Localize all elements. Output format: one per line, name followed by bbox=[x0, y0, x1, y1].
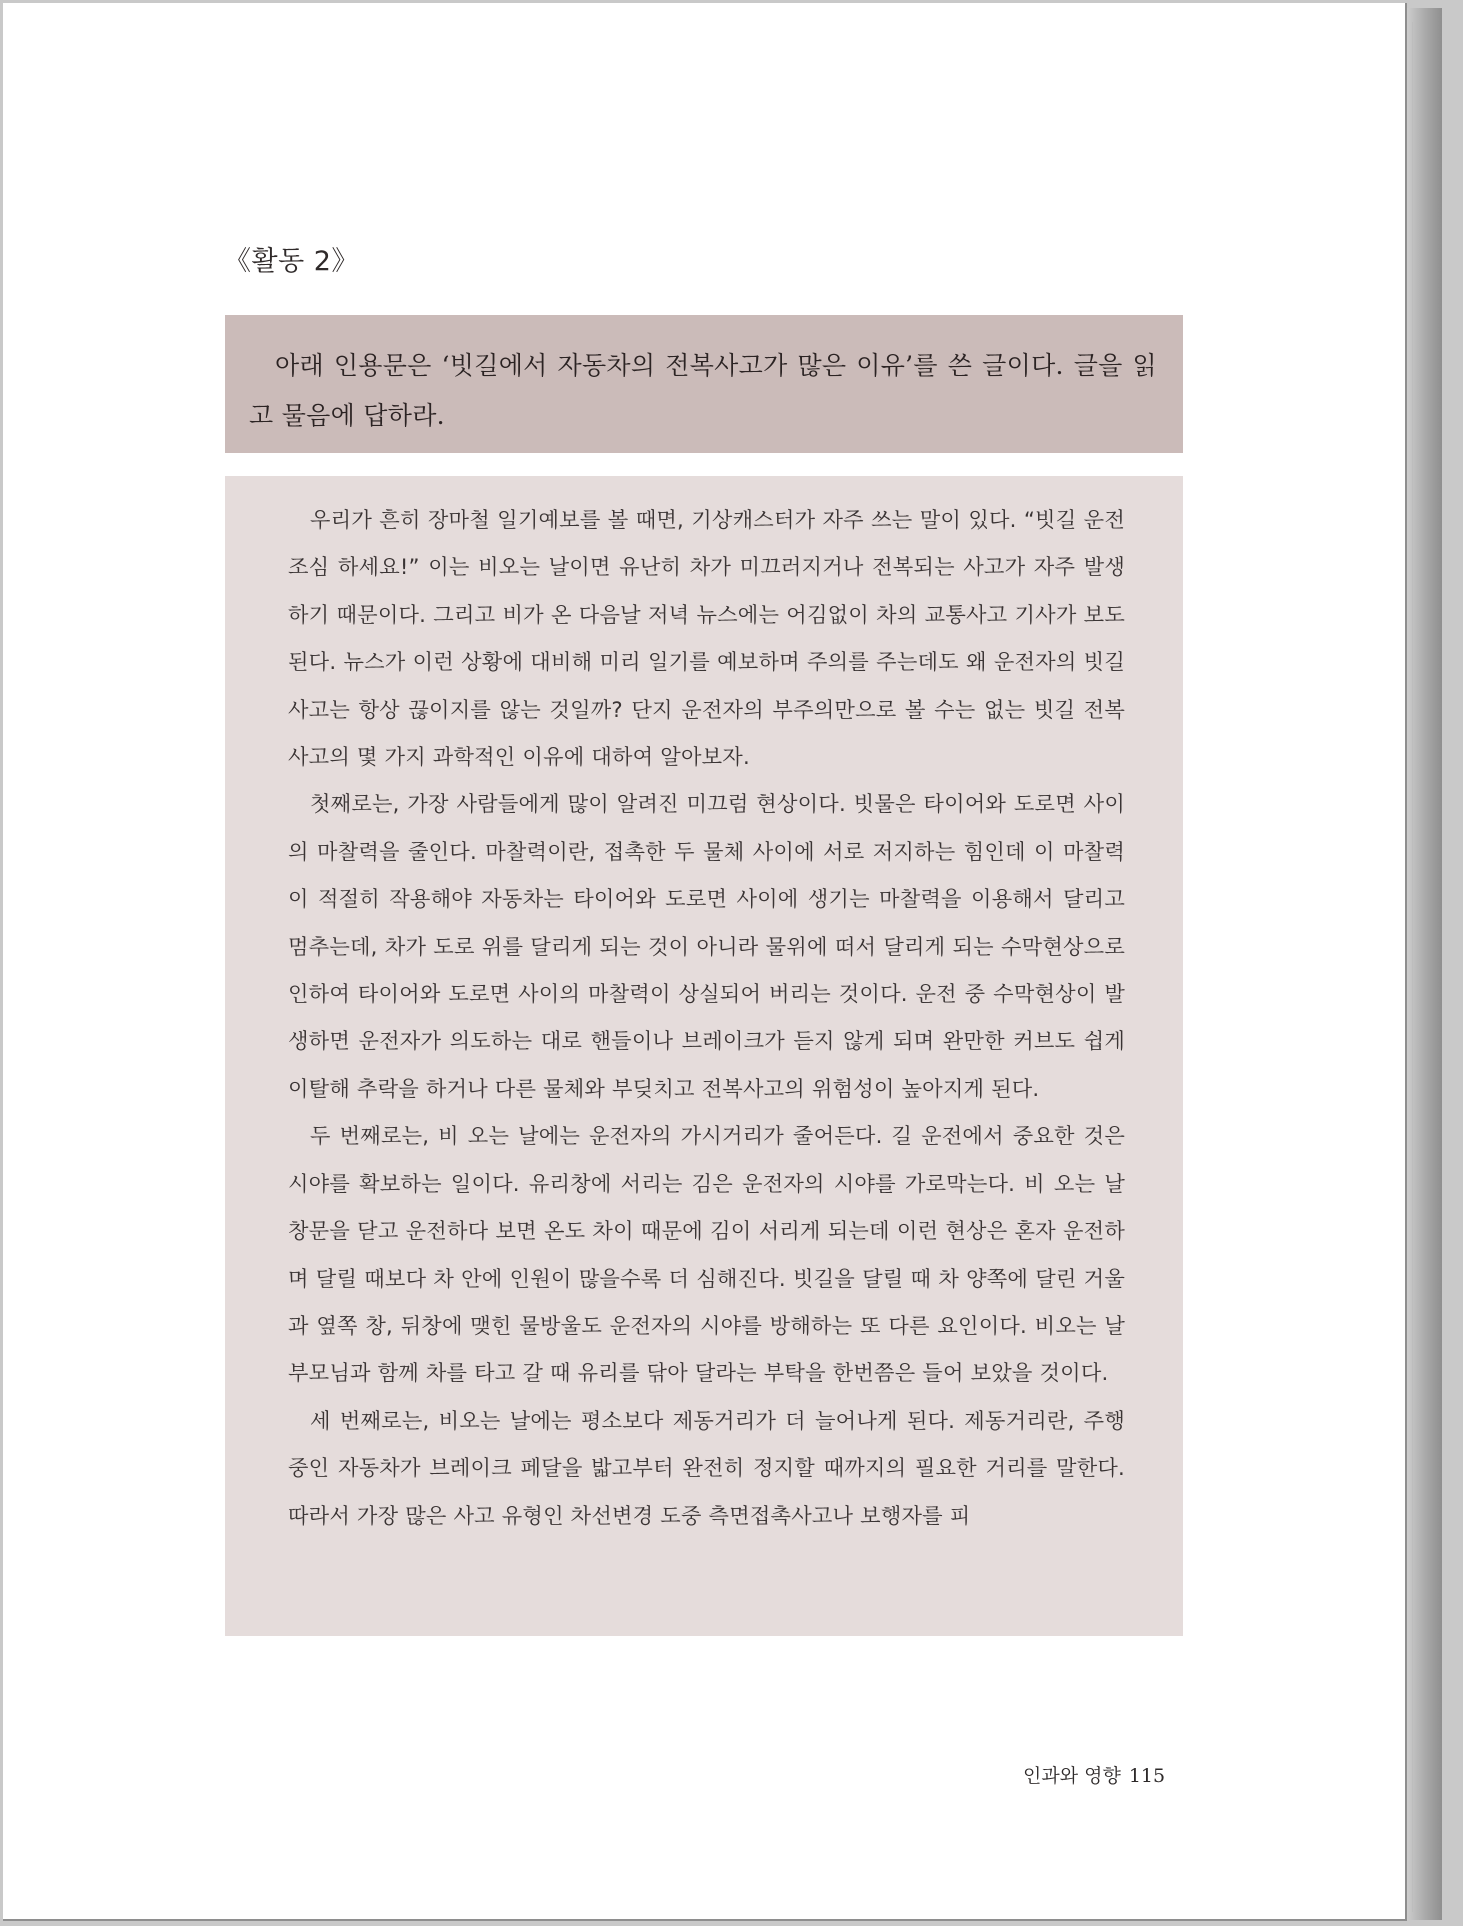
reading-paragraph-3: 두 번째로는, 비 오는 날에는 운전자의 가시거리가 줄어든다. 길 운전에서 중요한 것은 시야를 확보하는 일이다. 유리창에 서리는 김은 운전자의 시야를 가로막는다. 비 오는 날 창문을 닫고 운전하다 보면 온도 차이 때문에 김이 서리게 되는데 이런 현상은 혼자 운전하며 달릴 때보다 차 안에 인원이 많을수록 더 심해진다. 빗길을 달릴 때 차 양쪽에 달린 거울과 옆쪽 창, 뒤창에 맺힌 물방울도 운전자의 시야를 방해하는 또 다른 요인이다. 비오는 날 부모님과 함께 차를 타고 갈 때 유리를 닦아 달라는 부탁을 한번쯤은 들어 보았을 것이다. bbox=[288, 1123, 1125, 1386]
reading-paragraph-1: 우리가 흔히 장마철 일기예보를 볼 때면, 기상캐스터가 자주 쓰는 말이 있다. “빗길 운전조심 하세요!” 이는 비오는 날이면 유난히 차가 미끄러지거나 전복되는 사고가 자주 발생하기 때문이다. 그리고 비가 온 다음날 저녁 뉴스에는 어김없이 차의 교통사고 기사가 보도된다. 뉴스가 이런 상황에 대비해 미리 일기를 예보하며 주의를 주는데도 왜 운전자의 빗길사고는 항상 끊이지를 않는 것일까? 단지 운전자의 부주의만으로 볼 수는 없는 빗길 전복사고의 몇 가지 과학적인 이유에 대하여 알아보자. bbox=[288, 507, 1125, 770]
page-stack-edge-line bbox=[1412, 22, 1413, 1912]
reading-paragraph-4: 세 번째로는, 비오는 날에는 평소보다 제동거리가 더 늘어나게 된다. 제동거리란, 주행 중인 자동차가 브레이크 페달을 밟고부터 완전히 정지할 때까지의 필요한 거리를 말한다. 따라서 가장 많은 사고 유형인 차선변경 도중 측면접촉사고나 보행자를 피 bbox=[288, 1407, 1125, 1528]
reading-paragraph-2: 첫째로는, 가장 사람들에게 많이 알려진 미끄럼 현상이다. 빗물은 타이어와 도로면 사이의 마찰력을 줄인다. 마찰력이란, 접촉한 두 물체 사이에 서로 저지하는 힘인데 이 마찰력이 적절히 작용해야 자동차는 타이어와 도로면 사이에 생기는 마찰력을 이용해서 달리고 멈추는데, 차가 도로 위를 달리게 되는 것이 아니라 물위에 떠서 달리게 되는 수막현상으로 인하여 타이어와 도로면 사이의 마찰력이 상실되어 버리는 것이다. 운전 중 수막현상이 발생하면 운전자가 의도하는 대로 핸들이나 브레이크가 듣지 않게 되며 완만한 커브도 쉽게 이탈해 추락을 하거나 다른 물체와 부딪치고 전복사고의 위험성이 높아지게 된다. bbox=[288, 791, 1125, 1101]
activity-heading: 《활동 2》 bbox=[224, 246, 359, 277]
footer-chapter-title: 인과와 영향 bbox=[1023, 1765, 1121, 1787]
footer-page-number: 115 bbox=[1128, 1765, 1166, 1787]
reading-passage bbox=[225, 476, 1183, 1636]
question-box bbox=[225, 315, 1183, 453]
page-footer bbox=[1023, 1761, 1165, 1788]
book-page bbox=[3, 3, 1407, 1921]
question-text: 아래 인용문은 ‘빗길에서 자동차의 전복사고가 많은 이유’를 쓴 글이다. 글을 읽고 물음에 답하라. bbox=[249, 351, 1157, 430]
